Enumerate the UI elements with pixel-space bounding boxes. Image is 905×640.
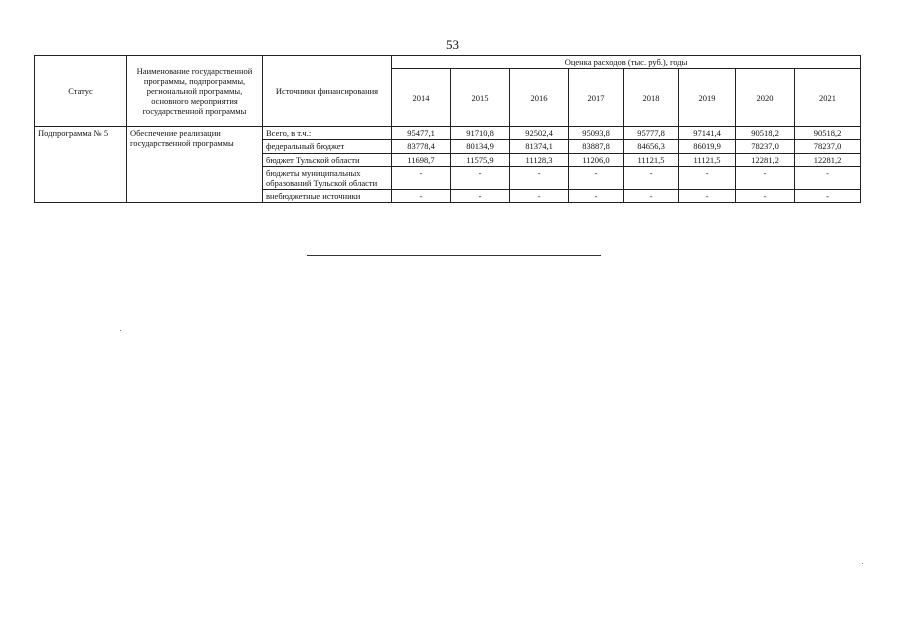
scan-speck (862, 563, 863, 564)
page-number: 53 (446, 37, 459, 52)
header-year: 2016 (510, 69, 569, 127)
value-cell: 11121,5 (679, 153, 736, 166)
value-cell: - (795, 166, 861, 189)
value-cell: - (736, 190, 795, 203)
value-cell: 86019,9 (679, 140, 736, 153)
value-cell: - (451, 166, 510, 189)
header-expense-estimate: Оценка расходов (тыс. руб.), годы (392, 56, 861, 69)
value-cell: - (679, 190, 736, 203)
value-cell: 12281,2 (736, 153, 795, 166)
source-cell: бюджеты муниципальных образований Тульской области (263, 166, 392, 189)
header-year: 2018 (624, 69, 679, 127)
table-row (35, 127, 861, 140)
value-cell: 91710,8 (451, 127, 510, 140)
value-cell: 11206,0 (569, 153, 624, 166)
value-cell: 78237,0 (795, 140, 861, 153)
value-cell: 78237,0 (736, 140, 795, 153)
header-year: 2014 (392, 69, 451, 127)
value-cell: 12281,2 (795, 153, 861, 166)
value-cell: 11575,9 (451, 153, 510, 166)
value-cell: - (392, 190, 451, 203)
source-cell: бюджет Тульской области (263, 153, 392, 166)
header-row-1 (35, 56, 861, 69)
scan-speck (120, 330, 121, 331)
source-cell: внебюджетные источники (263, 190, 392, 203)
value-cell: 92502,4 (510, 127, 569, 140)
value-cell: 83887,8 (569, 140, 624, 153)
value-cell: - (679, 166, 736, 189)
header-year: 2015 (451, 69, 510, 127)
value-cell: 97141,4 (679, 127, 736, 140)
value-cell: - (569, 190, 624, 203)
status-cell: Подпрограмма № 5 (35, 127, 127, 203)
value-cell: 11698,7 (392, 153, 451, 166)
value-cell: 11121,5 (624, 153, 679, 166)
value-cell: - (392, 166, 451, 189)
header-year: 2017 (569, 69, 624, 127)
value-cell: - (510, 190, 569, 203)
value-cell: - (624, 166, 679, 189)
program-name-cell: Обеспечение реализации государственной программы (127, 127, 263, 203)
source-cell: федеральный бюджет (263, 140, 392, 153)
value-cell: 81374,1 (510, 140, 569, 153)
value-cell: 84656,3 (624, 140, 679, 153)
value-cell: 83778,4 (392, 140, 451, 153)
header-year: 2021 (795, 69, 861, 127)
value-cell: 90518,2 (795, 127, 861, 140)
header-funding-source: Источники финансирования (263, 56, 392, 127)
value-cell: - (736, 166, 795, 189)
value-cell: 95093,8 (569, 127, 624, 140)
header-year: 2020 (736, 69, 795, 127)
value-cell: 95777,8 (624, 127, 679, 140)
value-cell: 11128,3 (510, 153, 569, 166)
value-cell: - (624, 190, 679, 203)
value-cell: - (569, 166, 624, 189)
value-cell: - (510, 166, 569, 189)
value-cell: - (795, 190, 861, 203)
source-cell: Всего, в т.ч.: (263, 127, 392, 140)
header-status: Статус (35, 56, 127, 127)
value-cell: 95477,1 (392, 127, 451, 140)
header-program-name: Наименование государственной программы, подпрограммы, региональной программы, основного мероприятия государственной программы (127, 56, 263, 127)
header-year: 2019 (679, 69, 736, 127)
horizontal-rule (307, 255, 601, 256)
value-cell: - (451, 190, 510, 203)
value-cell: 80134,9 (451, 140, 510, 153)
budget-table (34, 55, 861, 203)
value-cell: 90518,2 (736, 127, 795, 140)
